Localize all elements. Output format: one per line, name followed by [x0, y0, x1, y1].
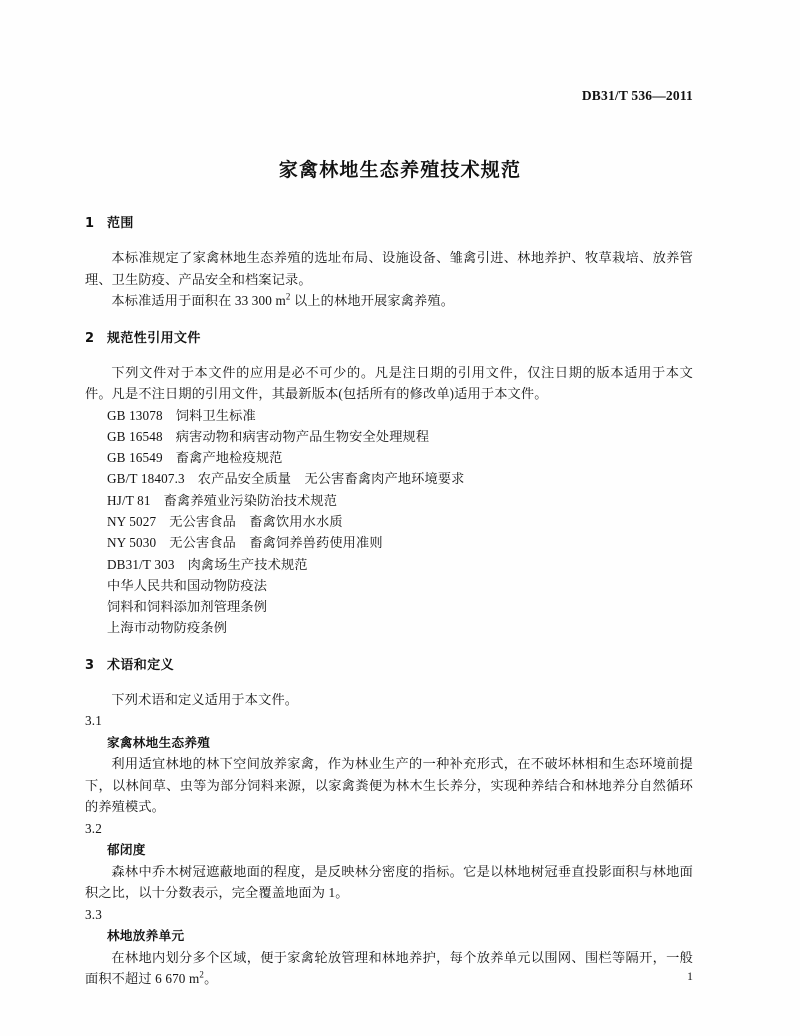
term-number: 3.1: [85, 713, 103, 729]
running-header: [85, 88, 693, 104]
section-1-heading: [85, 212, 693, 231]
page-number: 1: [687, 969, 693, 983]
reference-item: [85, 596, 693, 617]
reference-title: 畜禽养殖业污染防治技术规范: [163, 492, 338, 508]
reference-code: NY 5030: [107, 535, 157, 551]
reference-title: 病害动物和病害动物产品生物安全处理规程: [175, 428, 430, 444]
reference-code: HJ/T 81: [107, 492, 151, 508]
reference-item: [85, 575, 693, 596]
section-2-heading: [85, 327, 693, 346]
reference-item: [85, 511, 693, 532]
reference-item: [85, 532, 693, 553]
reference-item: [85, 447, 693, 468]
section-3-paragraph-1: 下列术语和定义适用于本文件。: [111, 691, 299, 707]
section-1-number: 1: [85, 216, 95, 231]
section-2: [85, 327, 693, 639]
reference-item: [85, 554, 693, 575]
term-name: 林地放养单元: [107, 928, 185, 944]
reference-item: [85, 405, 693, 426]
reference-code: GB 16548: [107, 428, 163, 444]
section-3-number: 3: [85, 657, 95, 673]
page-title: 家禽林地生态养殖技术规范: [278, 158, 522, 181]
section-3: [85, 654, 693, 990]
term-name: 家禽林地生态养殖: [107, 734, 211, 750]
reference-title: 农产品安全质量 无公害畜禽肉产地环境要求: [197, 471, 465, 487]
reference-item: [85, 426, 693, 447]
reference-title: 无公害食品 畜禽饮用水水质: [169, 513, 343, 529]
section-2-paragraph-1: 下列文件对于本文件的应用是必不可少的。凡是注日期的引用文件，仅注日期的版本适用于本文件。凡是不注日期的引用文件，其最新版本(包括所有的修改单)适用于本文件。: [85, 364, 693, 401]
term-number: 3.2: [85, 820, 103, 836]
reference-title: 畜禽产地检疫规范: [175, 450, 283, 466]
reference-title: 上海市动物防疫条例: [107, 620, 228, 636]
reference-title: 肉禽场生产技术规范: [187, 556, 308, 572]
term-definition-list: [85, 710, 693, 990]
term-definition: 在林地内划分多个区域，便于家禽轮放管理和林地养护，每个放养单元以围网、围栏等隔开，一般面积不超过 6 670 $m^2$。: [85, 949, 693, 987]
reference-code: NY 5027: [107, 513, 157, 529]
section-2-number: 2: [85, 330, 95, 346]
section-1-paragraph-1: 本标准规定了家禽林地生态养殖的选址布局、设施设备、雏禽引进、林地养护、牧草栽培、放养管理、卫生防疫、产品安全和档案记录。: [85, 250, 693, 287]
section-3-title: 术语和定义: [107, 657, 175, 673]
standard-number: DB31/T 536—2011: [581, 88, 693, 103]
reference-title: 饲料和饲料添加剂管理条例: [107, 599, 268, 615]
reference-code: GB/T 18407.3: [107, 471, 185, 487]
reference-title: 无公害食品 畜禽饲养兽药使用准则: [169, 535, 383, 551]
normative-reference-list: [85, 405, 693, 639]
reference-item: [85, 617, 693, 638]
term-entry: [85, 710, 693, 818]
section-2-title: 规范性引用文件: [107, 330, 201, 346]
document-body: [85, 212, 693, 990]
term-number: 3.3: [85, 906, 103, 922]
term-entry: [85, 818, 693, 904]
section-1: [85, 212, 693, 312]
reference-title: 饲料卫生标准: [175, 407, 256, 423]
section-3-heading: [85, 654, 693, 673]
reference-code: GB 13078: [107, 407, 163, 423]
reference-item: [85, 468, 693, 489]
reference-code: DB31/T 303: [107, 556, 175, 572]
reference-title: 中华人民共和国动物防疫法: [107, 577, 268, 593]
term-definition: 利用适宜林地的林下空间放养家禽，作为林业生产的一种补充形式，在不破坏林相和生态环境前提下，以林间草、虫等为部分饲料来源，以家禽粪便为林木生长养分，实现种养结合和林地养分自然循环的养殖模式。: [85, 756, 693, 815]
section-1-title: 范围: [107, 216, 134, 231]
term-definition: 森林中乔木树冠遮蔽地面的程度，是反映林分密度的指标。它是以林地树冠垂直投影面积与林地面积之比，以十分数表示，完全覆盖地面为 1。: [85, 863, 693, 901]
reference-item: [85, 490, 693, 511]
section-1-paragraph-2: 本标准适用于面积在 33 300 $m^2$ 以上的林地开展家禽养殖。: [111, 291, 455, 308]
reference-code: GB 16549: [107, 450, 163, 466]
term-name: 郁闭度: [107, 842, 146, 858]
